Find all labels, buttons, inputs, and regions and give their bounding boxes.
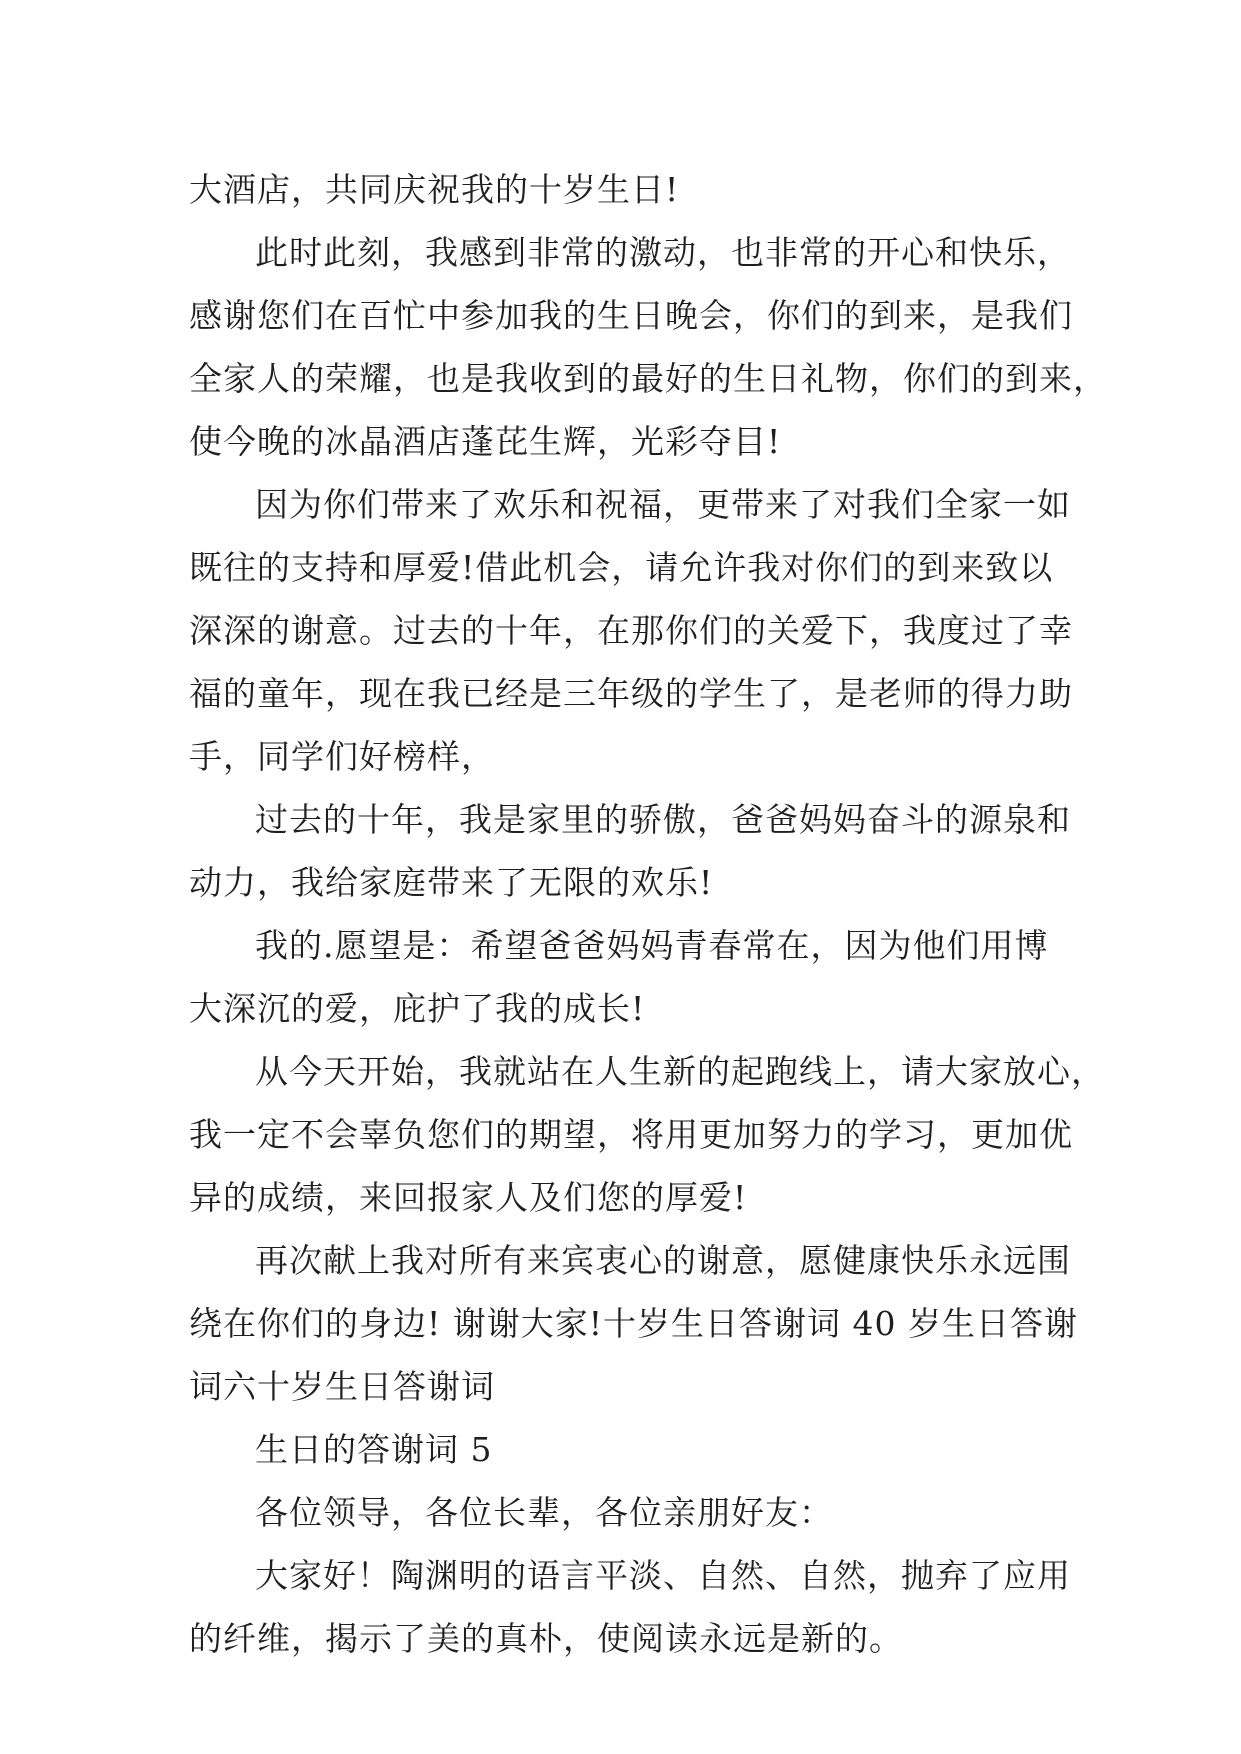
text-line: 异的成绩，来回报家人及们您的厚爱! — [189, 1178, 748, 1217]
text-line: 此时此刻，我感到非常的激动，也非常的开心和快乐， — [255, 233, 1071, 272]
text-line: 既往的支持和厚爱!借此机会，请允许我对你们的到来致以 — [189, 548, 1054, 587]
text-line: 深深的谢意。过去的十年，在那你们的关爱下，我度过了幸 — [189, 611, 1073, 650]
document-body — [189, 158, 1107, 1670]
text-line: 过去的十年，我是家里的骄傲，爸爸妈妈奋斗的源泉和 — [255, 800, 1071, 839]
text-line: 手，同学们好榜样， — [189, 737, 495, 776]
text-line: 再次献上我对所有来宾衷心的谢意，愿健康快乐永远围 — [255, 1241, 1071, 1280]
text-line: 因为你们带来了欢乐和祝福，更带来了对我们全家一如 — [255, 485, 1071, 524]
text-line: 感谢您们在百忙中参加我的生日晚会，你们的到来，是我们 — [189, 296, 1073, 335]
text-line: 大酒店，共同庆祝我的十岁生日! — [189, 170, 680, 209]
text-line: 福的童年，现在我已经是三年级的学生了，是老师的得力助 — [189, 674, 1073, 713]
text-line: 从今天开始，我就站在人生新的起跑线上，请大家放心， — [255, 1052, 1105, 1091]
salutation-line: 各位领导，各位长辈，各位亲朋好友： — [255, 1493, 833, 1532]
text-line: 大深沉的爱，庇护了我的成长! — [189, 989, 646, 1028]
text-line: 动力，我给家庭带来了无限的欢乐! — [189, 863, 714, 902]
text-line: 的纤维，揭示了美的真朴，使阅读永远是新的。 — [189, 1619, 903, 1658]
text-line: 我一定不会辜负您们的期望，将用更加努力的学习，更加优 — [189, 1115, 1073, 1154]
text-line: 大家好！陶渊明的语言平淡、自然、自然，抛弃了应用 — [255, 1556, 1071, 1595]
text-line: 全家人的荣耀，也是我收到的最好的生日礼物，你们的到来， — [189, 359, 1107, 398]
text-line: 使今晚的冰晶酒店蓬芘生辉，光彩夺目! — [189, 422, 782, 461]
text-line: 词六十岁生日答谢词 — [189, 1367, 495, 1406]
text-line: 我的.愿望是：希望爸爸妈妈青春常在，因为他们用博 — [255, 926, 1049, 965]
section-heading: 生日的答谢词 5 — [255, 1430, 493, 1469]
text-line: 绕在你们的身边! 谢谢大家!十岁生日答谢词 40 岁生日答谢 — [189, 1304, 1078, 1343]
